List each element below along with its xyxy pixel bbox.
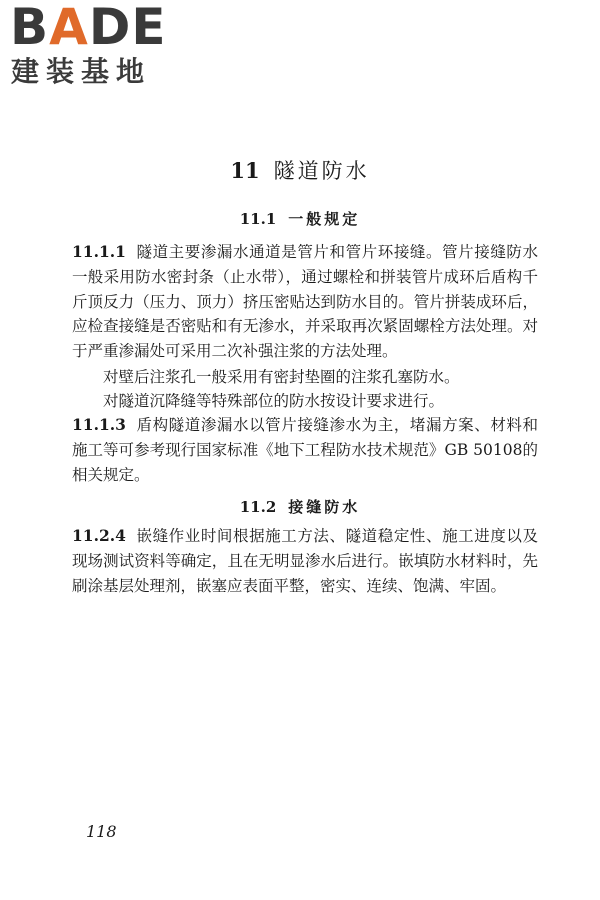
chapter-number: 11 <box>230 158 260 183</box>
section-name: 接缝防水 <box>288 498 361 516</box>
section-heading <box>0 208 600 230</box>
section-number: 11.1 <box>239 210 277 228</box>
clause-number: 11.1.1 <box>72 242 126 261</box>
chapter-title <box>0 156 600 186</box>
brand-logo-word <box>10 0 167 56</box>
clause-text: 嵌缝作业时间根据施工方法、隧道稳定性、施工进度以及现场测试资料等确定，且在无明显渗水后进行。嵌填防水材料时，先刷涂基层处理剂，嵌塞应表面平整，密实、连续、饱满、牢固。 <box>72 527 538 595</box>
brand-logo <box>10 0 180 90</box>
section-heading <box>0 496 600 518</box>
clause-number: 11.2.4 <box>72 526 126 545</box>
clause-text: 隧道主要渗漏水通道是管片和管片环接缝。管片接缝防水一般采用防水密封条（止水带），通过螺栓和拼装管片成环后盾构千斤顶反力（压力、顶力）挤压密贴达到防水目的。管片拼装成环后，应检查接缝是否密贴和有无渗水，并采取再次紧固螺栓方法处理。对于严重渗漏处可采用二次补强注浆的方法处理。 <box>72 243 538 361</box>
clause-text: 盾构隧道渗漏水以管片接缝渗水为主，堵漏方案、材料和施工等可参考现行国家标准《地下工程防水技术规范》GB 50108的相关规定。 <box>72 416 538 484</box>
clause-number: 11.1.3 <box>72 415 126 434</box>
brand-logo-chinese: 建装基地 <box>11 55 152 88</box>
body-paragraph <box>72 365 538 390</box>
paragraph-text: 对壁后注浆孔一般采用有密封垫圈的注浆孔塞防水。 <box>103 368 460 386</box>
clause-paragraph <box>72 240 538 364</box>
paragraph-text: 对隧道沉降缝等特殊部位的防水按设计要求进行。 <box>103 392 445 410</box>
section-number: 11.2 <box>239 498 277 516</box>
brand-letters-suffix: DE <box>88 0 167 56</box>
clause-paragraph <box>72 413 538 487</box>
brand-letters-prefix: B <box>10 0 50 56</box>
section-name: 一般规定 <box>288 210 361 228</box>
brand-letter-accent: A <box>49 0 89 56</box>
body-paragraph <box>72 389 538 414</box>
clause-paragraph <box>72 524 538 598</box>
page-number: 118 <box>86 822 117 841</box>
chapter-name: 隧道防水 <box>273 159 370 183</box>
